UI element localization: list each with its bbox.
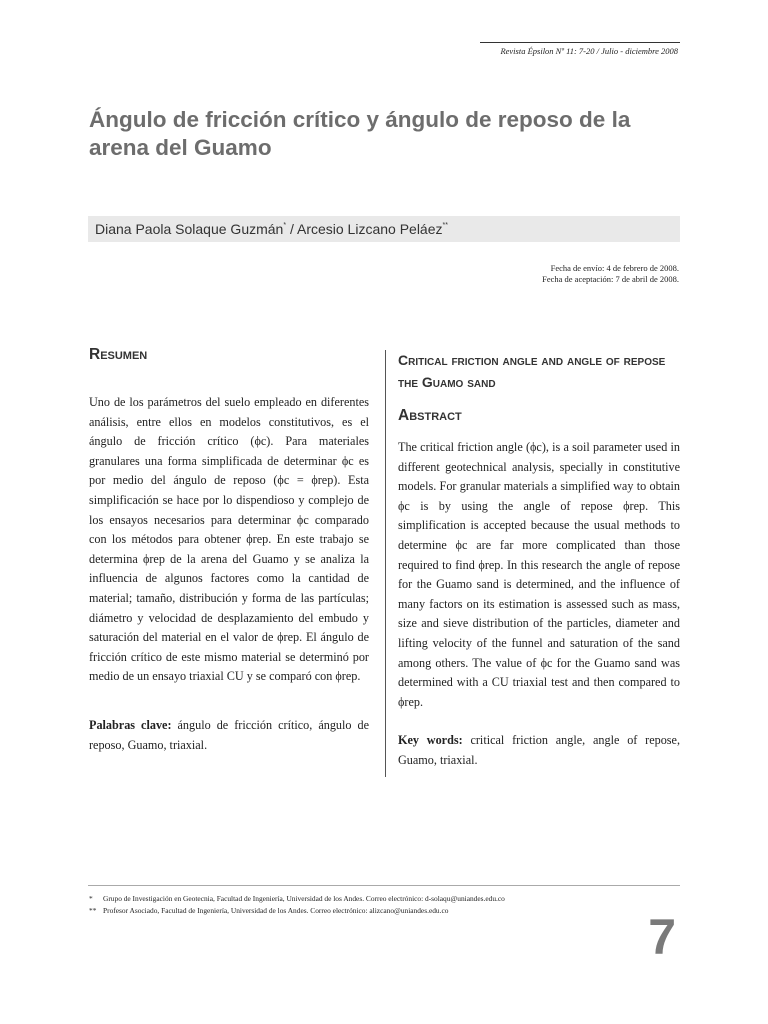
palabras-clave	[89, 716, 369, 755]
footnote-rule	[88, 885, 680, 886]
key-words-label: Key words:	[398, 733, 463, 748]
abstract-column	[398, 349, 680, 771]
date-accepted: Fecha de aceptación: 7 de abril de 2008.	[542, 273, 679, 284]
resumen-column	[89, 343, 369, 755]
author-2: Arcesio Lizcano Peláez	[296, 221, 443, 237]
footnote-2	[89, 905, 679, 917]
footnote-2-mark: **	[89, 906, 97, 915]
resumen-heading: Resumen	[89, 346, 148, 363]
english-title-heading: Critical friction angle and angle of repose the Guamo sand	[398, 352, 666, 390]
resumen-body: Uno de los parámetros del suelo empleado en diferentes análisis, entre ellos en modelos constitutivos, es el ángulo de fricción crítico (ϕc). Para materiales granulares una forma simplificada de determinar ϕc es por medio del ángulo de reposo (ϕc = ϕrep). Esta simplificación se hace por lo dispendioso y complejo de los ensayos necesarios para determinar ϕc comparado con los métodos para obtener ϕrep. En este trabajo se determina ϕrep de la arena del Guamo y se analiza la influencia de algunos factores como la cantidad de material; tamaño, distribución y forma de las partículas; diámetro y velocidad de desplazamiento del embudo y saturación del material en el valor de ϕrep. El ángulo de fricción crítico de este mismo material se determinó por medio de un ensayo triaxial CU y se comparó con ϕrep.	[89, 395, 369, 684]
footnote-2-text: Profesor Asociado, Facultad de Ingeniería, Universidad de los Andes. Correo electrónico: alizcano@uniandes.edu.co	[103, 906, 449, 915]
page-number: 7	[648, 909, 676, 965]
header-rule	[480, 42, 680, 43]
palabras-clave-list: ángulo de fricción crítico, ángulo de reposo, Guamo, triaxial.	[89, 717, 370, 752]
column-divider	[385, 350, 386, 777]
footnote-1	[89, 893, 679, 905]
abstract-body: The critical friction angle (ϕc), is a soil parameter used in different geotechnical analysis, specially in constitutive models. For granular materials a simplified way to obtain ϕc is by using the angle of repose ϕrep. This simplification is accepted because the usual methods to determine ϕc are far more complicated than those required to find ϕrep. In this research the angle of repose for the Guamo sand is determined, and the influence of many factors on its estimation is assessed such as mass, size and sieve distribution of the particles, diameter and lifting velocity of the funnel and saturation of the sand among others. The value of ϕc for the Guamo sand was determined with a CU triaxial test and then compared to ϕrep.	[398, 440, 680, 709]
footnote-1-mark: *	[89, 894, 93, 903]
date-submitted: Fecha de envío: 4 de febrero de 2008.	[550, 263, 679, 273]
journal-reference: Revista Épsilon Nº 11: 7-20 / Julio - diciembre 2008	[500, 46, 678, 56]
author-line	[95, 221, 448, 237]
author-separator: /	[286, 221, 297, 237]
author-2-mark: **	[442, 222, 448, 229]
article-title: Ángulo de fricción crítico y ángulo de reposo de la arena del Guamo	[89, 107, 631, 160]
footnotes	[89, 893, 679, 917]
palabras-clave-label: Palabras clave:	[89, 717, 172, 732]
footnote-1-text: Grupo de Investigación en Geotecnia, Facultad de Ingeniería, Universidad de los Andes. Correo electrónico: d-solaqu@uniandes.edu.co	[103, 894, 505, 903]
author-1-mark: *	[283, 222, 287, 229]
key-words-list: critical friction angle, angle of repose, Guamo, triaxial.	[398, 733, 680, 767]
author-1: Diana Paola Solaque Guzmán	[95, 221, 284, 237]
abstract-heading: Abstract	[398, 407, 462, 424]
submission-dates	[542, 263, 679, 284]
key-words	[398, 731, 680, 770]
